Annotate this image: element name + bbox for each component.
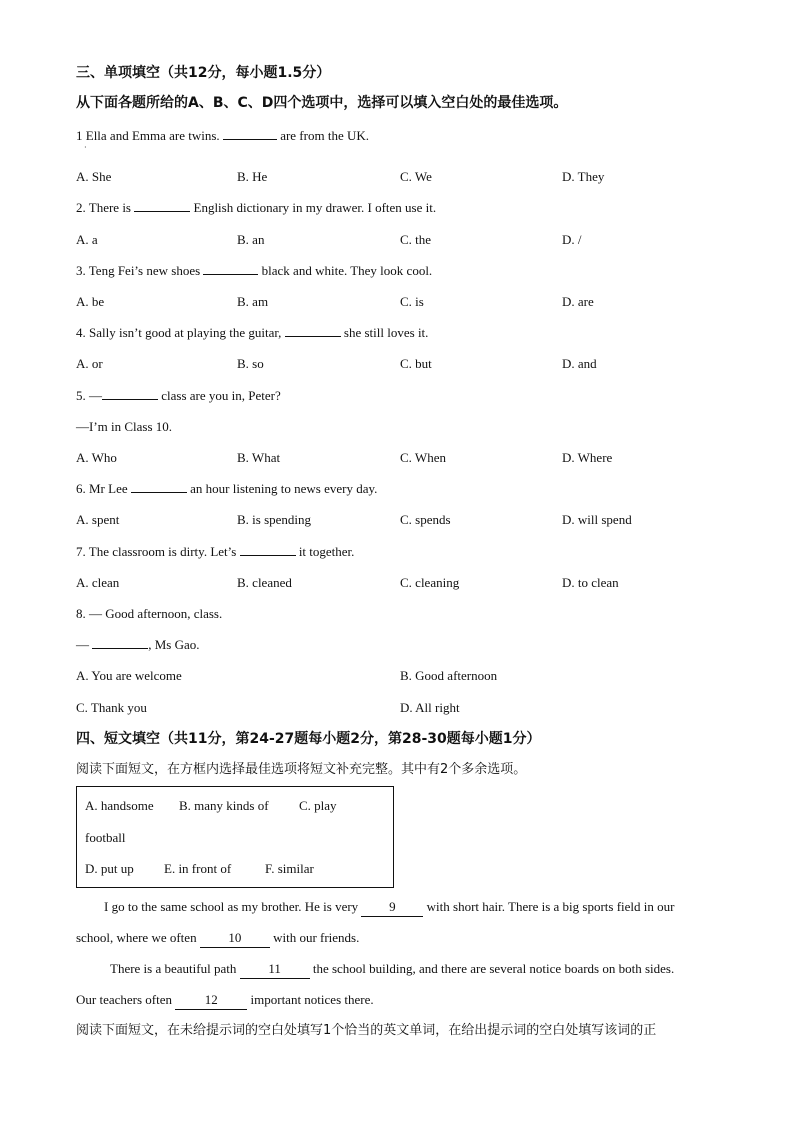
option-c: C. spends: [400, 512, 451, 527]
question-6: 6. Mr Lee an hour listening to news every day.: [76, 481, 378, 496]
section-3-title: 三、单项填空（共12分，每小题1.5分）: [76, 65, 331, 81]
answer-blank: [92, 636, 148, 649]
option-c: C. but: [400, 356, 432, 371]
question-4: 4. Sally isn’t good at playing the guitar, she still loves it.: [76, 325, 429, 340]
option-d: D. are: [562, 294, 594, 309]
option-b: B. an: [237, 232, 265, 247]
answer-blank: [131, 480, 187, 493]
answer-blank: [240, 543, 296, 556]
word-option-e: E. in front of: [164, 861, 232, 876]
question-1: 1 Ella and Emma are twins. are from the UK.: [76, 128, 369, 143]
option-c: C. We: [400, 169, 432, 184]
answer-blank: [203, 262, 258, 275]
question-8-reply: — , Ms Gao.: [76, 637, 200, 652]
option-a: A. You are welcome: [76, 668, 182, 683]
section-4-title: 四、短文填空（共11分，第24-27题每小题2分，第28-30题每小题1分）: [76, 731, 541, 747]
option-b: B. He: [237, 169, 268, 184]
option-b: B. so: [237, 356, 264, 371]
passage-blank-10: 10: [200, 929, 270, 948]
question-8: 8. — Good afternoon, class.: [76, 606, 223, 621]
passage-line-4: Our teachers often 12 important notices there.: [76, 991, 374, 1010]
word-option-f: F. similar: [265, 861, 314, 876]
next-section-instruction: 阅读下面短文，在未给提示词的空白处填写1个恰当的英文单词，在给出提示词的空白处填写该词的正: [76, 1023, 657, 1038]
option-b: B. cleaned: [237, 575, 292, 590]
option-d: D. Where: [562, 450, 613, 465]
option-d: D. All right: [400, 700, 460, 715]
passage-line-2: school, where we often 10 with our friends.: [76, 929, 359, 948]
passage-line-3: There is a beautiful path 11 the school building, and there are several notice boards on both sides.: [110, 960, 674, 979]
option-a: A. Who: [76, 450, 117, 465]
option-c: C. Thank you: [76, 700, 147, 715]
answer-blank: [102, 387, 158, 400]
option-c: C. cleaning: [400, 575, 460, 590]
option-b: B. is spending: [237, 512, 312, 527]
question-7: 7. The classroom is dirty. Let’s it together.: [76, 544, 355, 559]
word-option-c-cont: football: [85, 830, 126, 845]
passage-blank-11: 11: [240, 960, 310, 979]
option-a: A. spent: [76, 512, 120, 527]
passage-line-1: I go to the same school as my brother. He is very 9 with short hair. There is a big sports field in our: [104, 898, 674, 917]
section-4-instruction: 阅读下面短文，在方框内选择最佳选项将短文补充完整。其中有2个多余选项。: [76, 762, 527, 777]
option-c: C. the: [400, 232, 432, 247]
word-option-a: A. handsome: [85, 798, 154, 813]
option-a: A. clean: [76, 575, 120, 590]
answer-blank: [134, 199, 190, 212]
word-bank-box: [76, 786, 394, 888]
option-b: B. What: [237, 450, 281, 465]
option-b: B. am: [237, 294, 269, 309]
passage-blank-9: 9: [361, 898, 423, 917]
word-option-b: B. many kinds of: [179, 798, 269, 813]
passage-blank-12: 12: [175, 991, 247, 1010]
answer-blank: [223, 127, 277, 140]
answer-blank: [285, 324, 341, 337]
option-c: C. is: [400, 294, 424, 309]
question-5: 5. — class are you in, Peter?: [76, 388, 281, 403]
word-option-c: C. play: [299, 798, 337, 813]
stray-dot: ·: [84, 143, 87, 152]
question-2: 2. There is English dictionary in my drawer. I often use it.: [76, 200, 437, 215]
section-3-instruction: 从下面各题所给的A、B、C、D四个选项中，选择可以填入空白处的最佳选项。: [76, 95, 568, 111]
option-d: D. will spend: [562, 512, 632, 527]
word-option-d: D. put up: [85, 861, 134, 876]
option-a: A. a: [76, 232, 98, 247]
option-c: C. When: [400, 450, 446, 465]
option-a: A. or: [76, 356, 103, 371]
option-d: D. and: [562, 356, 597, 371]
option-a: A. be: [76, 294, 105, 309]
option-d: D. They: [562, 169, 605, 184]
option-a: A. She: [76, 169, 112, 184]
question-5-reply: —I’m in Class 10.: [76, 419, 173, 434]
option-d: D. /: [562, 232, 582, 247]
question-3: 3. Teng Fei’s new shoes black and white. They look cool.: [76, 263, 433, 278]
option-b: B. Good afternoon: [400, 668, 498, 683]
option-d: D. to clean: [562, 575, 619, 590]
